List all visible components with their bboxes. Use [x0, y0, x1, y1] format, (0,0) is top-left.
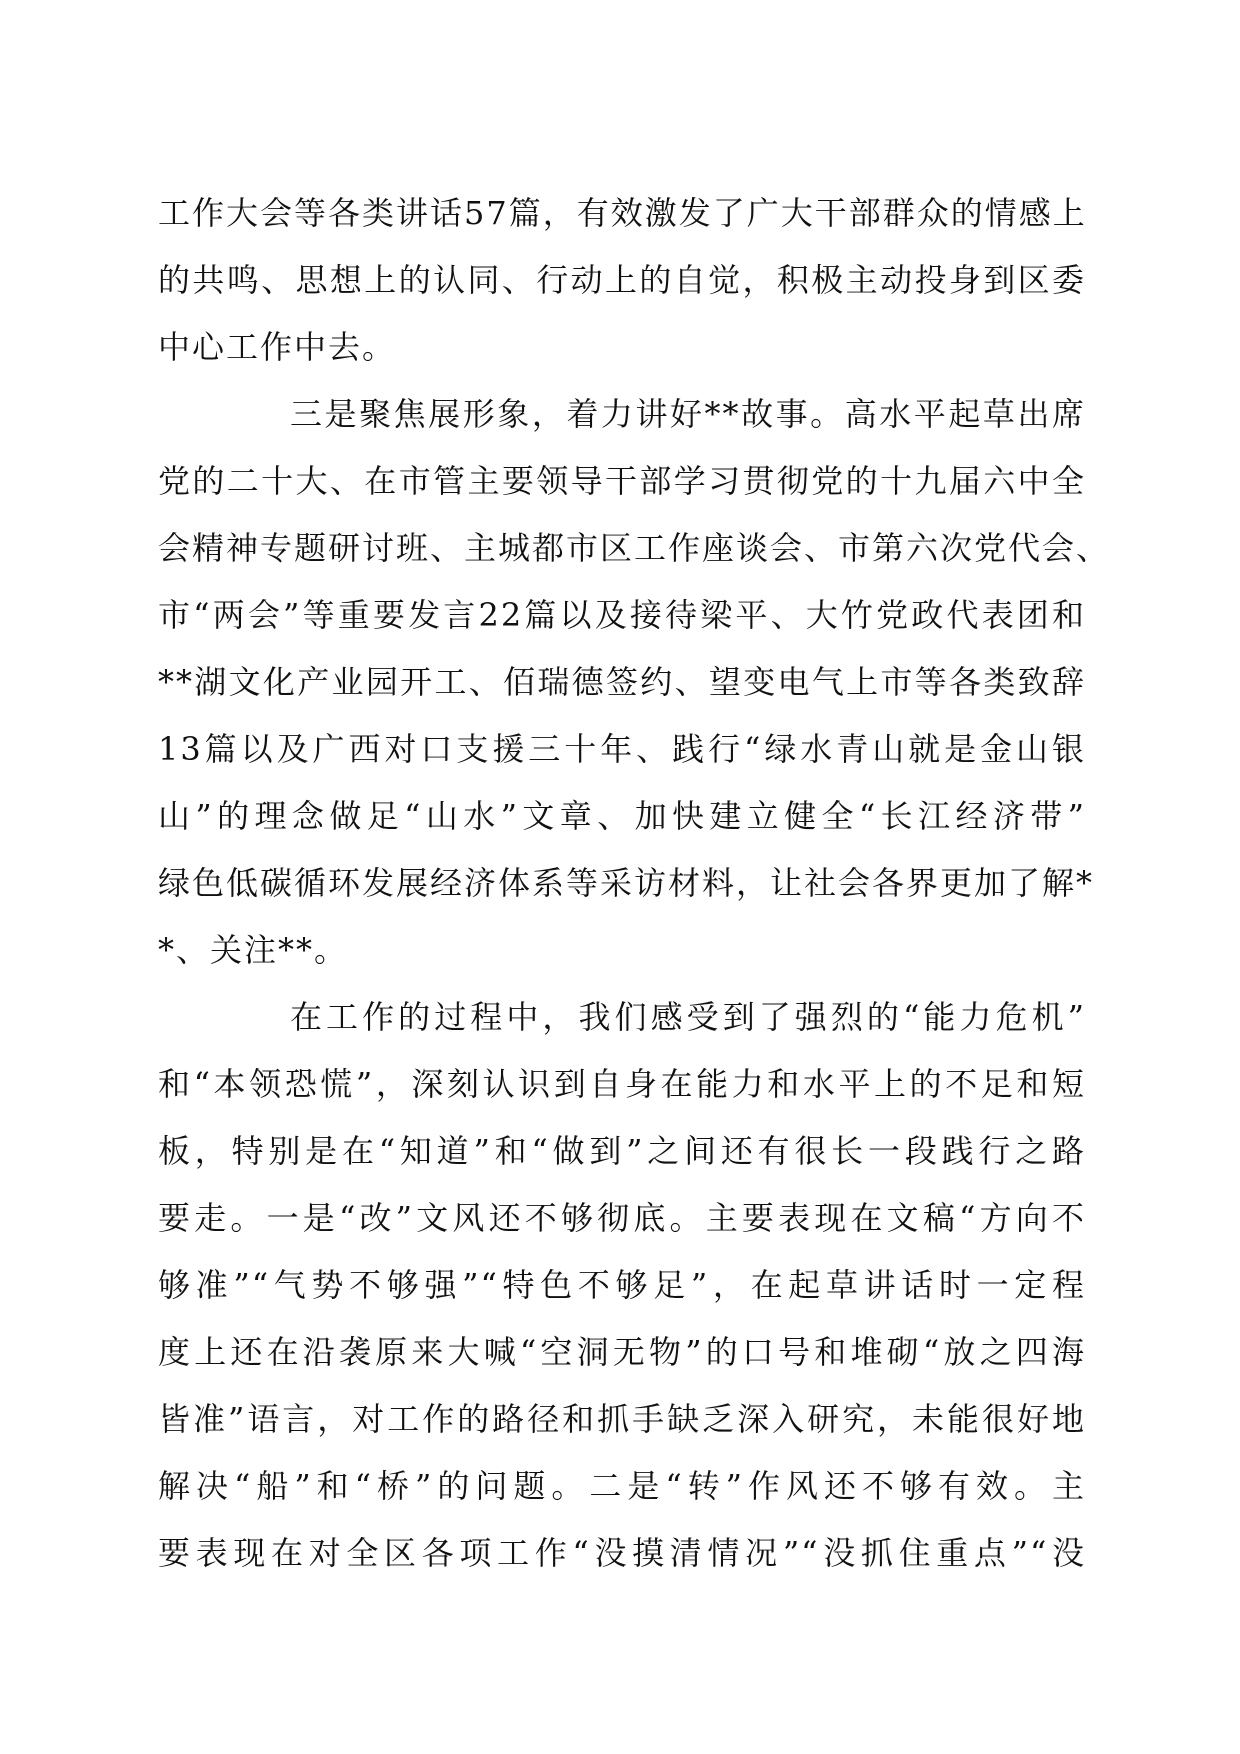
text-line: 皆准”语言，对工作的路径和抓手缺乏深入研究，未能很好地 — [158, 1400, 1086, 1438]
paragraph-shortcomings — [158, 984, 1086, 1587]
text-line: 工作大会等各类讲话57篇，有效激发了广大干部群众的情感上 — [158, 194, 1087, 232]
text-line: 度上还在沿袭原来大喊“空洞无物”的口号和堆砌“放之四海 — [158, 1333, 1086, 1371]
text-line: 绿色低碳循环发展经济体系等采访材料，让社会各界更加了解* — [158, 864, 1095, 902]
document-body — [158, 180, 1111, 1587]
text-line: 在工作的过程中，我们感受到了强烈的“能力危机” — [290, 998, 1086, 1036]
text-line: 会精神专题研讨班、主城都市区工作座谈会、市第六次党代会、 — [158, 529, 1111, 567]
text-line: 三是聚焦展形象，着力讲好**故事。高水平起草出席 — [290, 395, 1086, 433]
text-line: 和“本领恐慌”，深刻认识到自身在能力和水平上的不足和短 — [158, 1065, 1086, 1103]
text-line: 够准”“气势不够强”“特色不够足”，在起草讲话时一定程 — [158, 1266, 1086, 1304]
text-line: 山”的理念做足“山水”文章、加快建立健全“长江经济带” — [158, 797, 1086, 835]
text-line: 的共鸣、思想上的认同、行动上的自觉，积极主动投身到区委 — [158, 261, 1086, 299]
text-line: 中心工作中去。 — [158, 328, 397, 366]
paragraph-image-building — [158, 381, 1111, 984]
paragraph-speeches-summary — [158, 180, 1086, 381]
text-line: 要表现在对全区各项工作“没摸清情况”“没抓住重点”“没 — [158, 1534, 1086, 1572]
text-line: 解决“船”和“桥”的问题。二是“转”作风还不够有效。主 — [158, 1467, 1086, 1505]
text-line: 市“两会”等重要发言22篇以及接待梁平、大竹党政代表团和 — [158, 596, 1086, 634]
text-line: **湖文化产业园开工、佰瑞德签约、望变电气上市等各类致辞 — [158, 663, 1086, 701]
text-line: 板，特别是在“知道”和“做到”之间还有很长一段践行之路 — [158, 1132, 1086, 1170]
text-line: *、关注**。 — [158, 931, 349, 969]
text-line: 党的二十大、在市管主要领导干部学习贯彻党的十九届六中全 — [158, 462, 1086, 500]
text-line: 13篇以及广西对口支援三十年、践行“绿水青山就是金山银 — [158, 730, 1086, 768]
text-line: 要走。一是“改”文风还不够彻底。主要表现在文稿“方向不 — [158, 1199, 1086, 1237]
